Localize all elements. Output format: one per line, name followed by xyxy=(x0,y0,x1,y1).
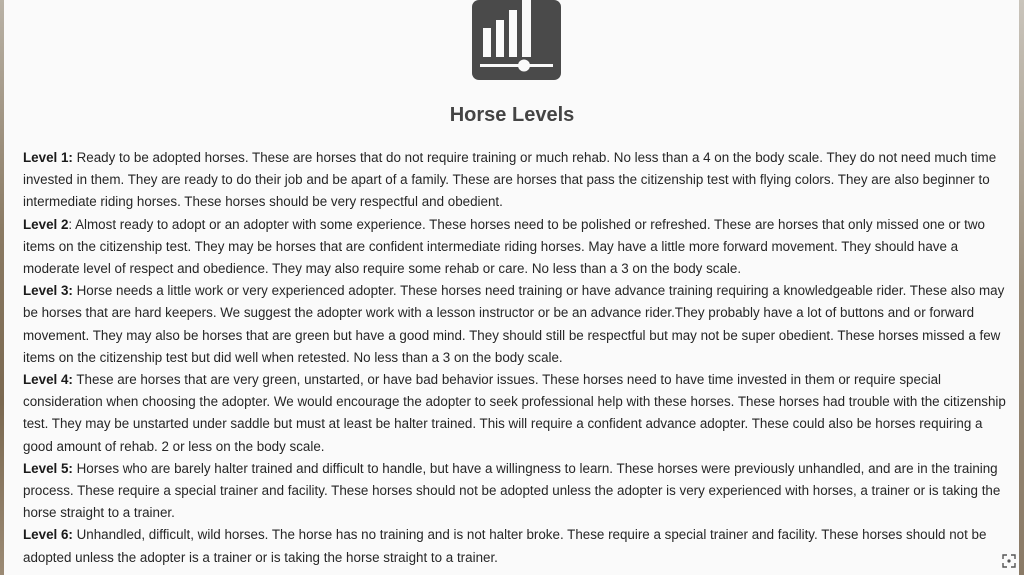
level-item xyxy=(23,147,1008,214)
level-label: Level 5: xyxy=(23,460,73,476)
level-label: Level 2 xyxy=(23,216,69,232)
level-description: : Almost ready to adopt or an adopter with some experience. These horses need to be polished or refreshed. These are horses that only missed one or two items on the citizenship test. They may be horses that are confident intermediate riding horses. May have a little more forward movement. They should have a moderate level of respect and obedience. They may also require some rehab or care. No less than a 3 on the body scale. xyxy=(23,216,985,277)
level-label: Level 1: xyxy=(23,150,73,165)
levels-list xyxy=(23,147,1008,569)
level-description: Ready to be adopted horses. These are horses that do not require training or much rehab. No less than a 4 on the body scale. They do not need much time invested in them. They are ready to do their job and be apart of a family. These are horses that pass the citizenship test with flying colors. They are also beginner to intermediate riding horses. These horses should be very respectful and obedient. xyxy=(23,150,997,210)
background-edge-left xyxy=(0,0,4,575)
expand-icon[interactable] xyxy=(1002,554,1016,568)
level-label: Level 6: xyxy=(23,527,73,543)
level-description: Horses who are barely halter trained and difficult to handle, but have a willingness to learn. These horses were previously unhandled, and are in the training process. These require a special trainer and facility. These horses should not be adopted unless the adopter is very experienced with horses, a trainer or is taking the horse straight to a trainer. xyxy=(23,460,1001,521)
background-edge-right xyxy=(1019,0,1024,575)
level-description: Unhandled, difficult, wild horses. The horse has no training and is not halter broke. These require a special trainer and facility. These horses should not be adopted unless the adopter is a trainer or is taking the horse straight to a trainer. xyxy=(23,527,987,565)
bar-chart-tablet-icon xyxy=(472,0,561,80)
level-description: Horse needs a little work or very experienced adopter. These horses need training or have advance training requiring a knowledgeable rider. These also may be horses that are hard keepers. We suggest the adopter work with a lesson instructor or be an advance rider.They probably have a lot of buttons and or forward movement. They may also be horses that are green but have a good mind. They should still be respectful but may not be super obedient. These horses missed a few items on the citizenship test but did well when retested. No less than a 3 on the body scale. xyxy=(23,283,1005,365)
level-item xyxy=(23,280,1008,369)
level-item xyxy=(23,458,1008,525)
level-label: Level 3: xyxy=(23,283,73,299)
level-item xyxy=(23,524,1008,568)
level-description: These are horses that are very green, unstarted, or have bad behavior issues. These horses need to have time invested in them or require special consideration when choosing the adopter. We would encourage the adopter to seek professional help with these horses. These horses had trouble with the citizenship test. They may be unstarted under saddle but must at least be halter trained. This will require a confident advance adopter. These could also be horses requiring a good amount of rehab. 2 or less on the body scale. xyxy=(23,372,1006,454)
level-item xyxy=(23,214,1008,281)
level-label: Level 4: xyxy=(23,372,73,388)
level-item xyxy=(23,369,1008,458)
page-title: Horse Levels xyxy=(449,104,575,126)
